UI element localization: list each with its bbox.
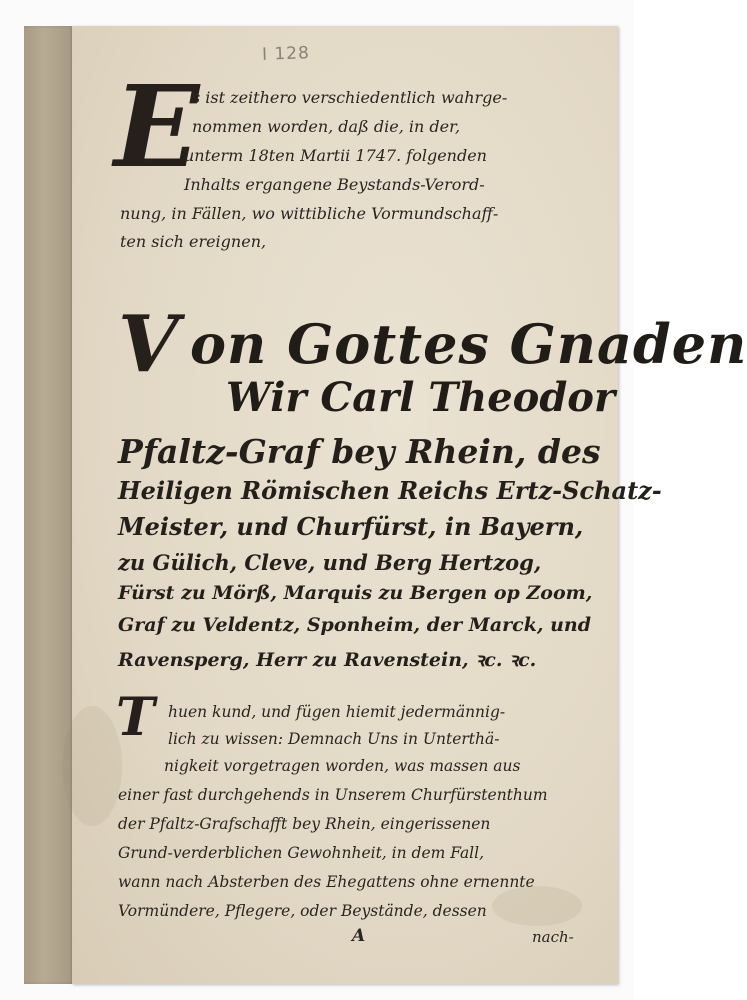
catchword: nach- <box>532 928 574 946</box>
preamble-initial: E <box>114 62 200 193</box>
binding-strip <box>24 26 74 984</box>
body-line: einer fast durchgehends in Unserem Churfürstenthum <box>118 786 548 804</box>
preamble-line: ten sich ereignen, <box>120 232 267 251</box>
preamble-line: nung, in Fällen, wo wittibliche Vormundschaff- <box>120 204 499 223</box>
title-initial: V <box>118 299 179 390</box>
title-line-gnaden: on Gottes Gnaden <box>190 312 747 376</box>
title-style-line: Ravensperg, Herr zu Ravenstein, ꝛc. ꝛc. <box>118 649 537 671</box>
paper-stain <box>62 706 122 826</box>
signature-mark: A <box>352 926 366 946</box>
title-style-line: Heiligen Römischen Reichs Ertz-Schatz- <box>118 476 662 505</box>
body-line: wann nach Absterben des Ehegattens ohne ernennte <box>118 873 535 891</box>
body-line: der Pfaltz-Grafschafft bey Rhein, eingerissenen <box>118 815 491 833</box>
paper-stain <box>492 886 582 926</box>
body-initial: T <box>116 687 155 748</box>
archive-number: I 128 <box>261 43 311 65</box>
body-line: Vormündere, Pflegere, oder Beystände, dessen <box>118 902 487 920</box>
title-style-line: Meister, und Churfürst, in Bayern, <box>118 512 584 541</box>
body-line: Grund-verderblichen Gewohnheit, in dem Fall, <box>118 844 485 862</box>
title-style-line: Pfaltz-Graf bey Rhein, des <box>118 432 601 471</box>
title-style-line: Graf zu Veldentz, Sponheim, der Marck, und <box>118 614 592 636</box>
title-line-ruler: Wir Carl Theodor <box>226 374 616 421</box>
title-style-line: Fürst zu Mörß, Marquis zu Bergen op Zoom, <box>118 582 593 604</box>
body-line: lich zu wissen: Demnach Uns in Unterthä- <box>168 730 500 748</box>
preamble-line: unterm 18ten Martii 1747. folgenden <box>184 146 487 165</box>
preamble-line: s ist zeithero verschiedentlich wahrge- <box>192 88 508 107</box>
body-line: huen kund, und fügen hiemit jedermännig- <box>168 703 506 721</box>
title-style-line: zu Gülich, Cleve, und Berg Hertzog, <box>118 550 542 575</box>
preamble-line: nommen worden, daß die, in der, <box>192 117 461 136</box>
preamble-line: Inhalts ergangene Beystands-Verord- <box>184 175 485 194</box>
body-line: nigkeit vorgetragen worden, was massen aus <box>164 757 521 775</box>
